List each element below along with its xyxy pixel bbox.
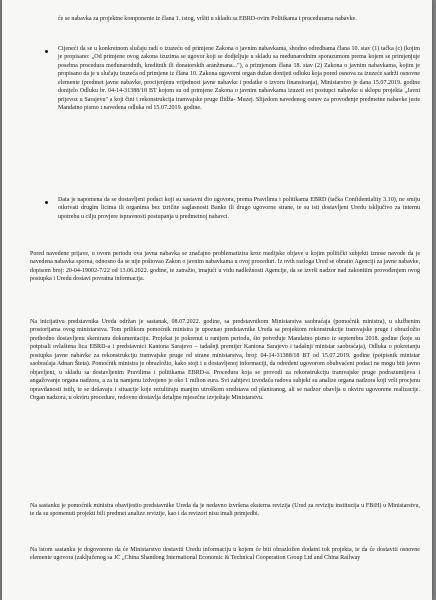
body-paragraph: Na istom sastanku je dogovoreno da će Ministarstvo dostaviti Uredu informaciju u kojem će biti obrazložen dodatni tok projekta, te da će dostaviti osnovne elemente ugovora (zaključenog sa JC „China Shandong International Economic & Technical Cooperation Group Ltd and China Railway — [30, 547, 420, 562]
body-paragraph: Pored navedene prijave, u ovom periodu ova javna nabavka se značajno problematizira kroz medijske objave u kojim politički subjekti iznose navode da je navedena nabavka sporna, odnosno da se nije poštovao Zakon o javnim nabavkama u ovoj proceduri. Iz ovih razloga Ured se obratio Agenciji za javne nabavke, dopisom broj: 20-04-19002-7/22 od 13.06.2022. godine, te zatražio, imajući u vidu nadležnosti Agencije, da se izvrši nadzor nad zakonitim provođenjem ovog postupka i Uredu dostavi povratna informacija. — [30, 251, 420, 283]
document-page — [2, 0, 432, 600]
document-body — [2, 0, 432, 600]
bullet-marker — [45, 201, 48, 204]
bullet-marker — [45, 50, 48, 53]
bullet-item: Data je napomena da se dostavljeni podaci koji su sastavni dio ugovora, prema Pravilima i politikama EBRD (tačka Confidentiality 3.10), ne smiju otkrivati drugim licima ili organima bez izričite saglasnosti Banke ili drugo ugovorne strane, te su isti dostavljeni Uredu isključivo za internu upotrebu u cilju provjere ispravnosti postupanja u predmetnoj nabavci. — [58, 197, 420, 220]
bullet-item: će se nabavka za projektne komponente iz člana 1. istog, vršiti u skladu sa EBRD-ovim Politikama i procedurama nabavke. — [58, 16, 357, 22]
bullet-item: Cijeneći da se u konkretnom slučaju radi o izuzeću od primjene Zakona o javnim nabavkama, shodno odredbama člana 10. stav (1) tačka (c) (kojim je propisano: „Od primjene ovog zakona izuzima se ugovor koji se dodjeljuje u skladu sa međunarodnim sporazumom prema kojem se primjenjuje posebna procedura međunarodnih, kreditnih ili donatorskih aranžmana..."), a primjenom člana 18. stav (2) Zakona o javnim nabavkama, kojim je propisano da je u slučaju izuzeća od primjene iz člana 10. Zakona ugovorni organ dužan donijeti odluku koja pored osnova za izuzeće sadrži osnovne elemente (predmet javne nabavke, procijenjenu vrijednost javne nabavke i podatke o izvoru finansiranja), Ministarstvo je dana 15.07.2019. godine donijelo Odluku br. 04-14-31388/18 BT kojom su od primjene Zakona o javnim nabavkama izuzeti svi postupci nabavke u sklopu projekta „Javni prijevoz u Sarajevu" a koji čini i rekonstrukcija tramvajske pruge Ilidža- Muzej. Slijedom navedenog osnov za provođenje predmetne nabavke jeste Mandatno pismo i navedena odluka od 15.07.2019. godine. — [58, 46, 420, 112]
body-paragraph: Na inicijativu predstavnika Ureda održan je sastanak, 08.07.2022. godine, sa predstavnikom Ministarstva saobraćaja (pomoćnik ministra), u službenim prostorijama ovog ministarstva. Tom prilikom pomoćnik ministra je upoznao predstavnike Ureda sa projektom rekonstrukcije tramvajske pruge i obrazložio prethodno dostavljenu skeniranu dokumentaciju. Projekat je pokrenut u ranijem periodu, što potvrđuje Mandatno pismo iz septembra 2018. godine (koje su potpisali ovlaštena lica EBRD-a i predstavnici Kantona Sarajevo – tadašnji premijer Kantona Sarajevo i tadašnji ministar saobraćaja), Odluka o pokretanju postupka javne nabavke za rekonstrukciju tramvajske pruge od strane ministarstva, broj: 04-14-31388/18 BT od 15.07.2019. godine (potpisnik ministar saobraćaja Adnan Šteta). Pomoćnik ministra je obrazložio, kako stoji i u dostavljenoj informaciji, da odredeni ugovorom obuhvaćeni podaci ne mogu biti javno objavljeni, u skladu sa dostavljenim Pravilima i politikama EBRD-a. Procedura koja se provodi za rekonstrukciju tramvajske pruge podrazumijeva i angažovanje organa nadzora, a za tu namjenu izdvojeno je oko 1 milion eura. Svi zahtjevi izvođača radova subjekt su analize organa nadzora koji vrši procjenu opravdanosti istih, te se dešavaju i situacije koje rezultiraju manjim utroškom sredstava od planiranog, ali se nadzor obavlja u okviru ugovorene realizacije. Organ nadzora, u okviru procedure, redovno dostavlja detaljne mjesečne izvještaje Ministarstvu. — [30, 319, 420, 402]
body-paragraph: Na sastanku je pomoćnik ministra obavijestio predstavnike Ureda da je nedavno izvršena eksterna revizija (Ured za reviziju institucija u FBiH) u Ministarstvu, te da su spomenuti projekti bili predmet analize revizije, kao i da revizori nisu imali primjedbi. — [30, 503, 420, 518]
